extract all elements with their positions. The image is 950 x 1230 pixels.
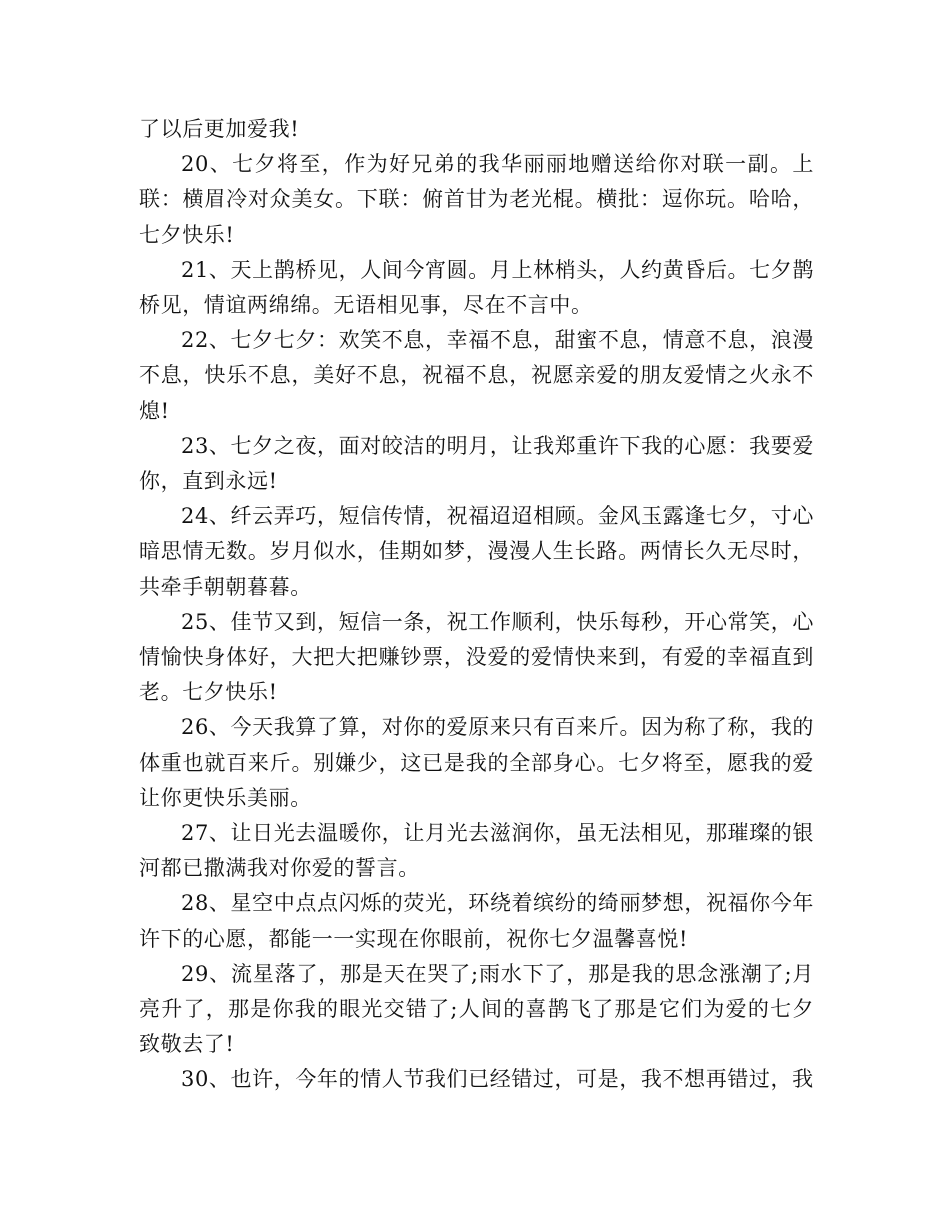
- paragraph-26: 26、今天我算了算，对你的爱原来只有百来斤。因为称了称，我的体重也就百来斤。别嫌少，这已是我的全部身心。七夕将至，愿我的爱让你更快乐美丽。: [139, 715, 814, 810]
- paragraph-22: 22、七夕七夕：欢笑不息，幸福不息，甜蜜不息，情意不息，浪漫不息，快乐不息，美好不息，祝福不息，祝愿亲爱的朋友爱情之火永不熄!: [139, 328, 814, 423]
- paragraph-27: 27、让日光去温暖你，让月光去滋润你，虽无法相见，那璀璨的银河都已撒满我对你爱的誓言。: [139, 821, 814, 881]
- paragraph-25: 25、佳节又到，短信一条，祝工作顺利，快乐每秒，开心常笑，心情愉快身体好，大把大把赚钞票，没爱的爱情快来到，有爱的幸福直到老。七夕快乐!: [139, 609, 814, 705]
- paragraph-28: 28、星空中点点闪烁的荧光，环绕着缤纷的绮丽梦想，祝福你今年许下的心愿，都能一一实现在你眼前，祝你七夕温馨喜悦!: [139, 891, 814, 951]
- paragraph-20: 20、七夕将至，作为好兄弟的我华丽丽地赠送给你对联一副。上联：横眉冷对众美女。下联：俯首甘为老光棍。横批：逗你玩。哈哈，七夕快乐!: [139, 152, 814, 247]
- paragraph-30: 30、也许，今年的情人节我们已经错过，可是，我不想再错过，我: [181, 1067, 814, 1092]
- document-body: [139, 112, 814, 1098]
- paragraph-23: 23、七夕之夜，面对皎洁的明月，让我郑重许下我的心愿：我要爱你，直到永远!: [139, 433, 814, 494]
- paragraph-21: 21、天上鹊桥见，人间今宵圆。月上林梢头，人约黄昏后。七夕鹊桥见，情谊两绵绵。无语相见事，尽在不言中。: [139, 257, 814, 318]
- paragraph-24: 24、纤云弄巧，短信传情，祝福迢迢相顾。金风玉露逢七夕，寸心暗思情无数。岁月似水，佳期如梦，漫漫人生长路。两情长久无尽时，共牵手朝朝暮暮。: [139, 504, 814, 599]
- paragraph-continuation: 了以后更加爱我!: [139, 117, 300, 141]
- paragraph-29: 29、流星落了，那是天在哭了;雨水下了，那是我的思念涨潮了;月亮升了，那是你我的眼光交错了;人间的喜鹊飞了那是它们为爱的七夕致敬去了!: [139, 961, 814, 1057]
